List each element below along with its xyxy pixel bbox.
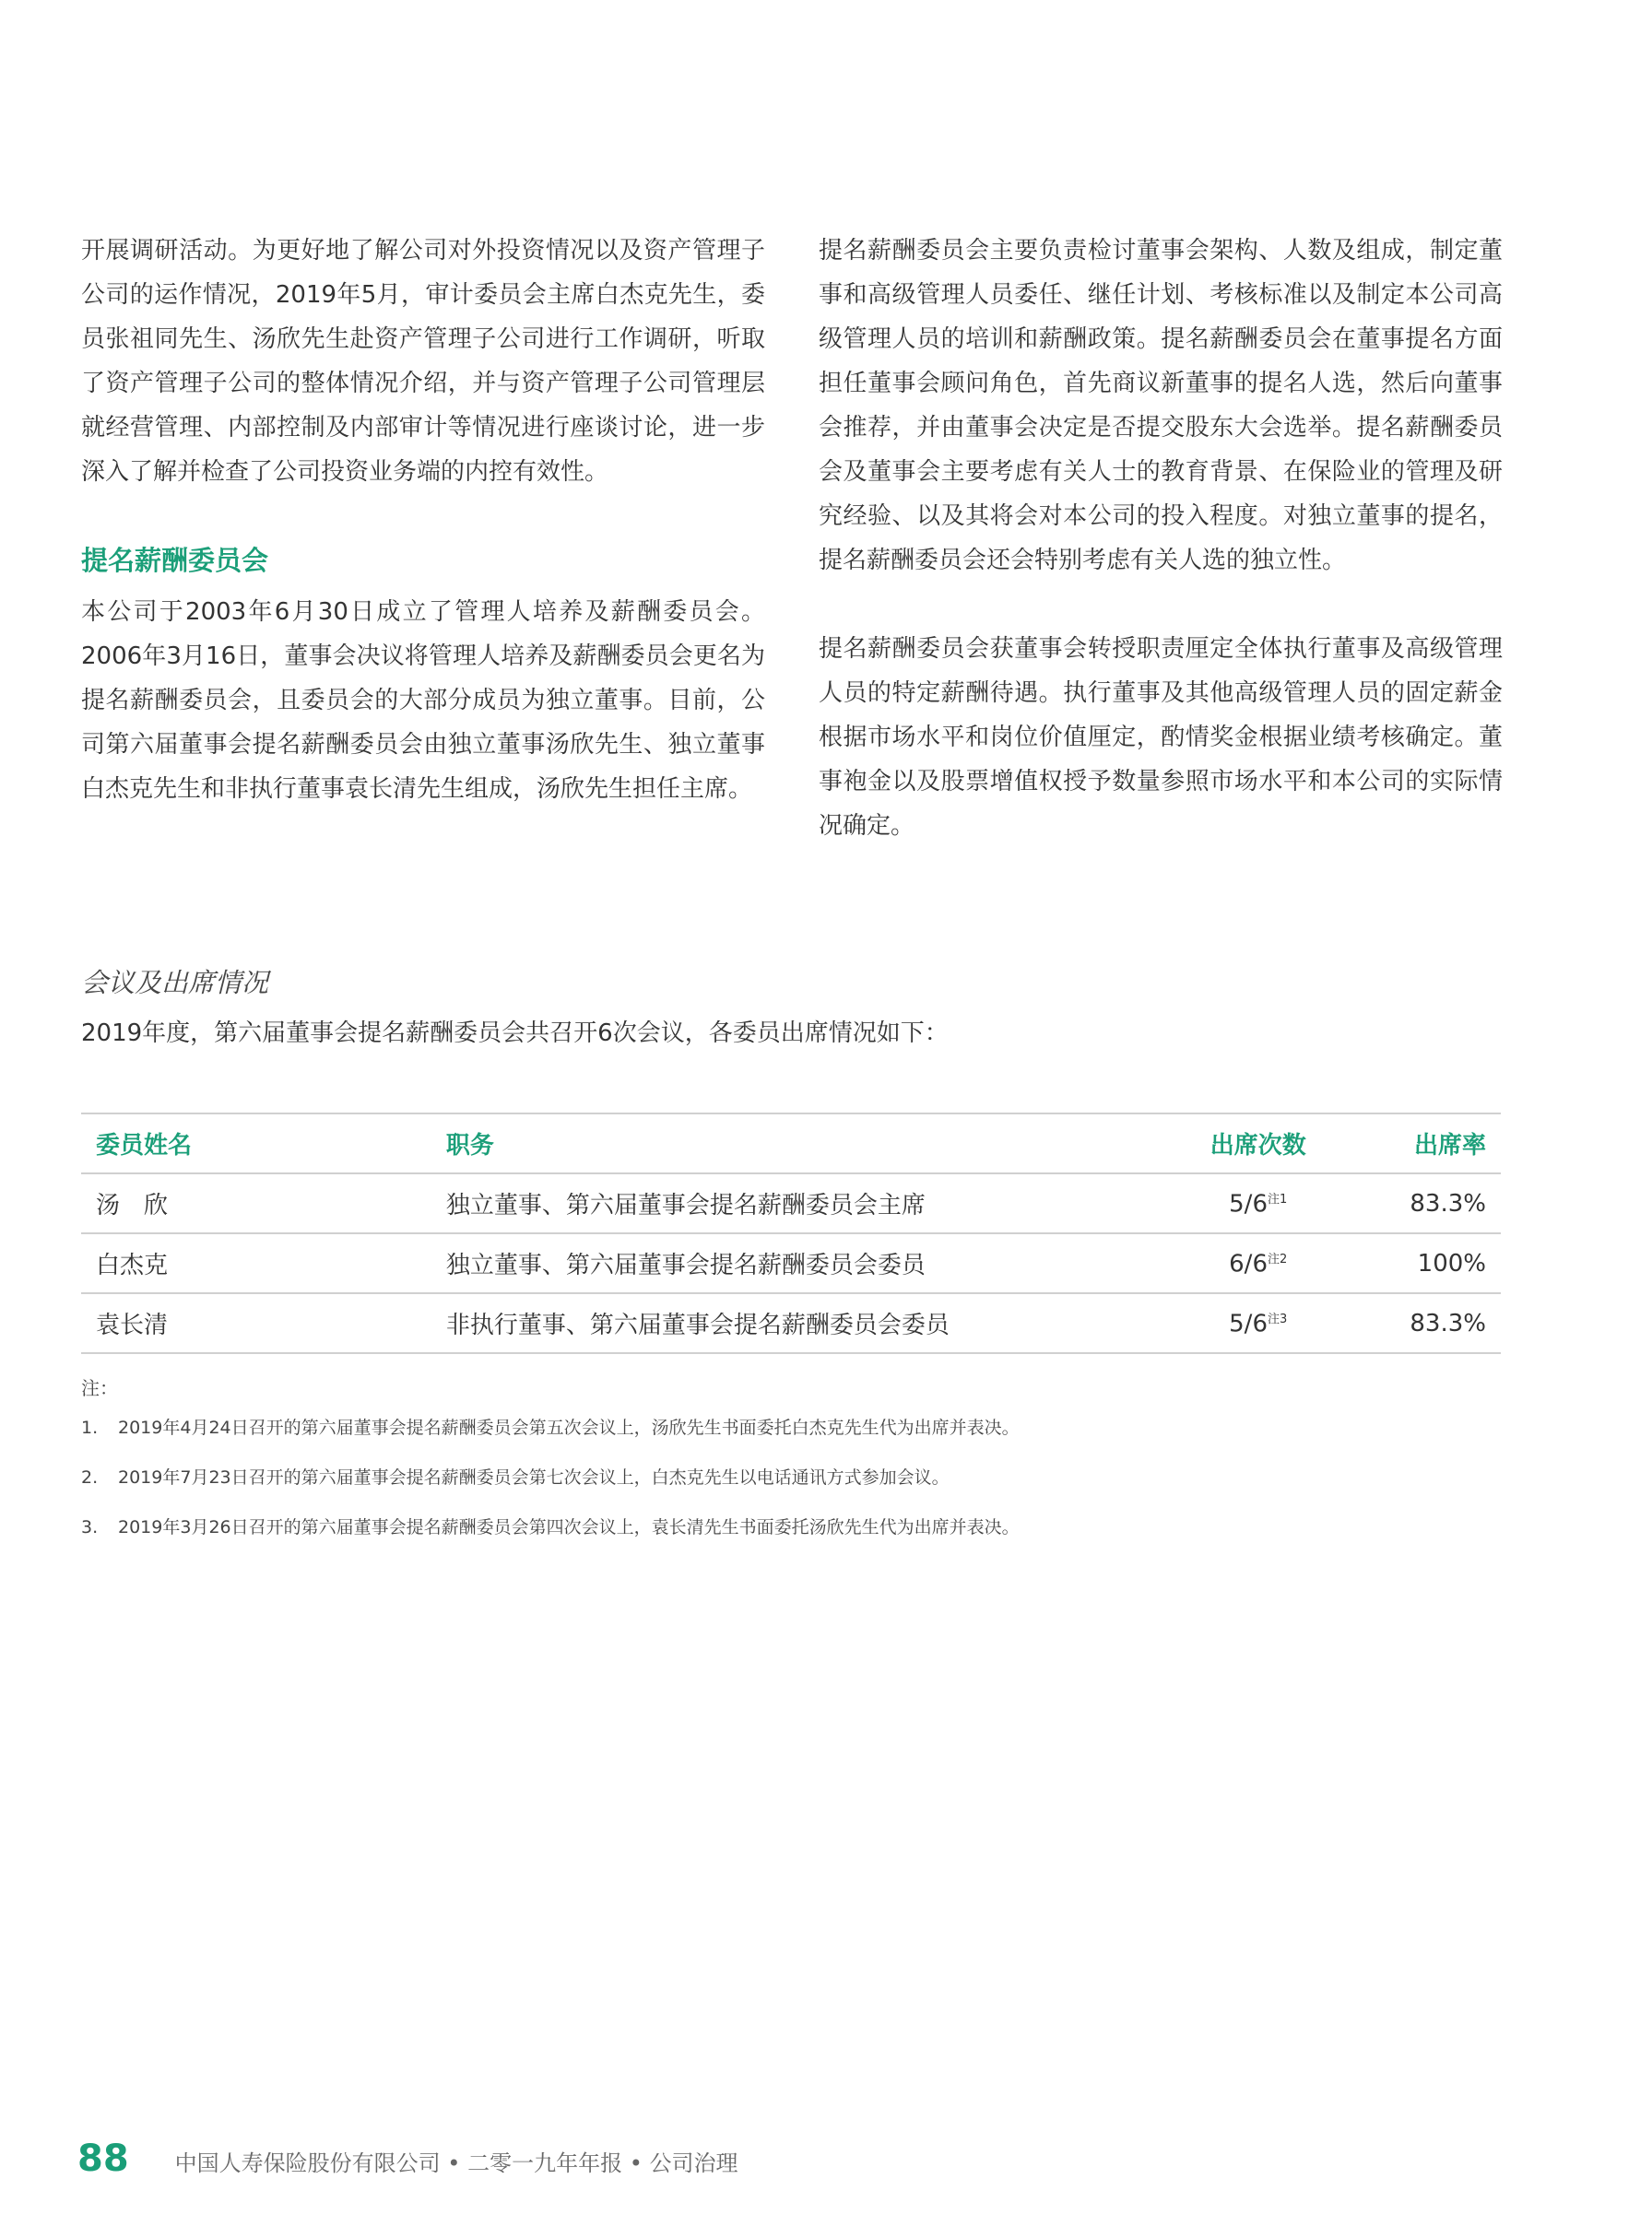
member-position: 非执行董事、第六届董事会提名薪酬委员会委员 [431, 1293, 1121, 1353]
page-footer [77, 2138, 738, 2180]
header-position: 职务 [431, 1113, 1121, 1173]
member-position: 独立董事、第六届董事会提名薪酬委员会委员 [431, 1233, 1121, 1293]
member-position: 独立董事、第六届董事会提名薪酬委员会主席 [431, 1173, 1121, 1233]
member-name: 汤 欣 [81, 1173, 431, 1233]
note-text: 2019年4月24日召开的第六届董事会提名薪酬委员会第五次会议上，汤欣先生书面委托白杰克先生代为出席并表决。 [118, 1418, 1020, 1438]
member-name: 白杰克 [81, 1233, 431, 1293]
attendance-rate: 83.3% [1395, 1173, 1501, 1233]
note-ref: 注2 [1267, 1252, 1288, 1266]
note-item [81, 1516, 1020, 1538]
attendance-rate: 100% [1395, 1233, 1501, 1293]
attendance-count: 5/6 [1229, 1190, 1268, 1219]
member-name: 袁长清 [81, 1293, 431, 1353]
committee-history-paragraph: 本公司于2003年6月30日成立了管理人培养及薪酬委员会。2006年3月16日，董事会决议将管理人培养及薪酬委员会更名为提名薪酬委员会，且委员会的大部分成员为独立董事。目前，公司第六届董事会提名薪酬委员会由独立董事汤欣先生、独立董事白杰克先生和非执行董事袁长清先生组成，汤欣先生担任主席。 [81, 598, 765, 803]
meetings-intro: 2019年度，第六届董事会提名薪酬委员会共召开6次会议，各委员出席情况如下： [81, 1019, 949, 1047]
attendance-table [81, 1113, 1501, 1354]
note-item [81, 1466, 1020, 1489]
footer-text: 中国人寿保险股份有限公司 • 二零一九年年报 • 公司治理 [174, 2150, 738, 2176]
note-text: 2019年7月23日召开的第六届董事会提名薪酬委员会第七次会议上，白杰克先生以电话通讯方式参加会议。 [118, 1467, 950, 1488]
note-number: 1. [81, 1418, 99, 1438]
note-ref: 注1 [1267, 1192, 1288, 1207]
committee-duties-paragraph: 提名薪酬委员会主要负责检讨董事会架构、人数及组成，制定董事和高级管理人员委任、继任计划、考核标准以及制定本公司高级管理人员的培训和薪酬政策。提名薪酬委员会在董事提名方面担任董事会顾问角色，首先商议新董事的提名人选，然后向董事会推荐，并由董事会决定是否提交股东大会选举。提名薪酬委员会及董事会主要考虑有关人士的教育背景、在保险业的管理及研究经验、以及其将会对本公司的投入程度。对独立董事的提名，提名薪酬委员会还会特别考虑有关人选的独立性。 [819, 237, 1503, 574]
attendance-rate: 83.3% [1395, 1293, 1501, 1353]
notes-section [81, 1373, 1020, 1566]
header-attendance-count: 出席次数 [1121, 1113, 1395, 1173]
attendance-count: 6/6 [1229, 1250, 1268, 1278]
table-header-row [81, 1113, 1501, 1173]
note-ref: 注3 [1267, 1312, 1288, 1326]
attendance-count-cell [1121, 1293, 1395, 1353]
table-row [81, 1173, 1501, 1233]
notes-heading: 注： [81, 1377, 118, 1399]
note-text: 2019年3月26日召开的第六届董事会提名薪酬委员会第四次会议上，袁长清先生书面委托汤欣先生代为出席并表决。 [118, 1517, 1020, 1537]
table-row [81, 1293, 1501, 1353]
audit-activity-paragraph: 开展调研活动。为更好地了解公司对外投资情况以及资产管理子公司的运作情况，2019年5月，审计委员会主席白杰克先生，委员张祖同先生、汤欣先生赴资产管理子公司进行工作调研，听取了资产管理子公司的整体情况介绍，并与资产管理子公司管理层就经营管理、内部控制及内部审计等情况进行座谈讨论，进一步深入了解并检查了公司投资业务端的内控有效性。 [81, 237, 765, 486]
right-column [819, 229, 1503, 848]
attendance-count-cell [1121, 1173, 1395, 1233]
note-number: 3. [81, 1517, 99, 1537]
attendance-count: 5/6 [1229, 1310, 1268, 1338]
header-member-name: 委员姓名 [81, 1113, 431, 1173]
left-column [81, 229, 765, 811]
header-attendance-rate: 出席率 [1395, 1113, 1501, 1173]
note-number: 2. [81, 1467, 99, 1488]
nomination-committee-title: 提名薪酬委员会 [81, 545, 269, 576]
attendance-count-cell [1121, 1233, 1395, 1293]
compensation-paragraph: 提名薪酬委员会获董事会转授职责厘定全体执行董事及高级管理人员的特定薪酬待遇。执行董事及其他高级管理人员的固定薪金根据市场水平和岗位价值厘定，酌情奖金根据业绩考核确定。董事袍金以及股票增值权授予数量参照市场水平和本公司的实际情况确定。 [819, 635, 1503, 840]
note-item [81, 1417, 1020, 1439]
table-row [81, 1233, 1501, 1293]
page-number: 88 [77, 2138, 129, 2180]
meetings-title: 会议及出席情况 [81, 967, 269, 998]
